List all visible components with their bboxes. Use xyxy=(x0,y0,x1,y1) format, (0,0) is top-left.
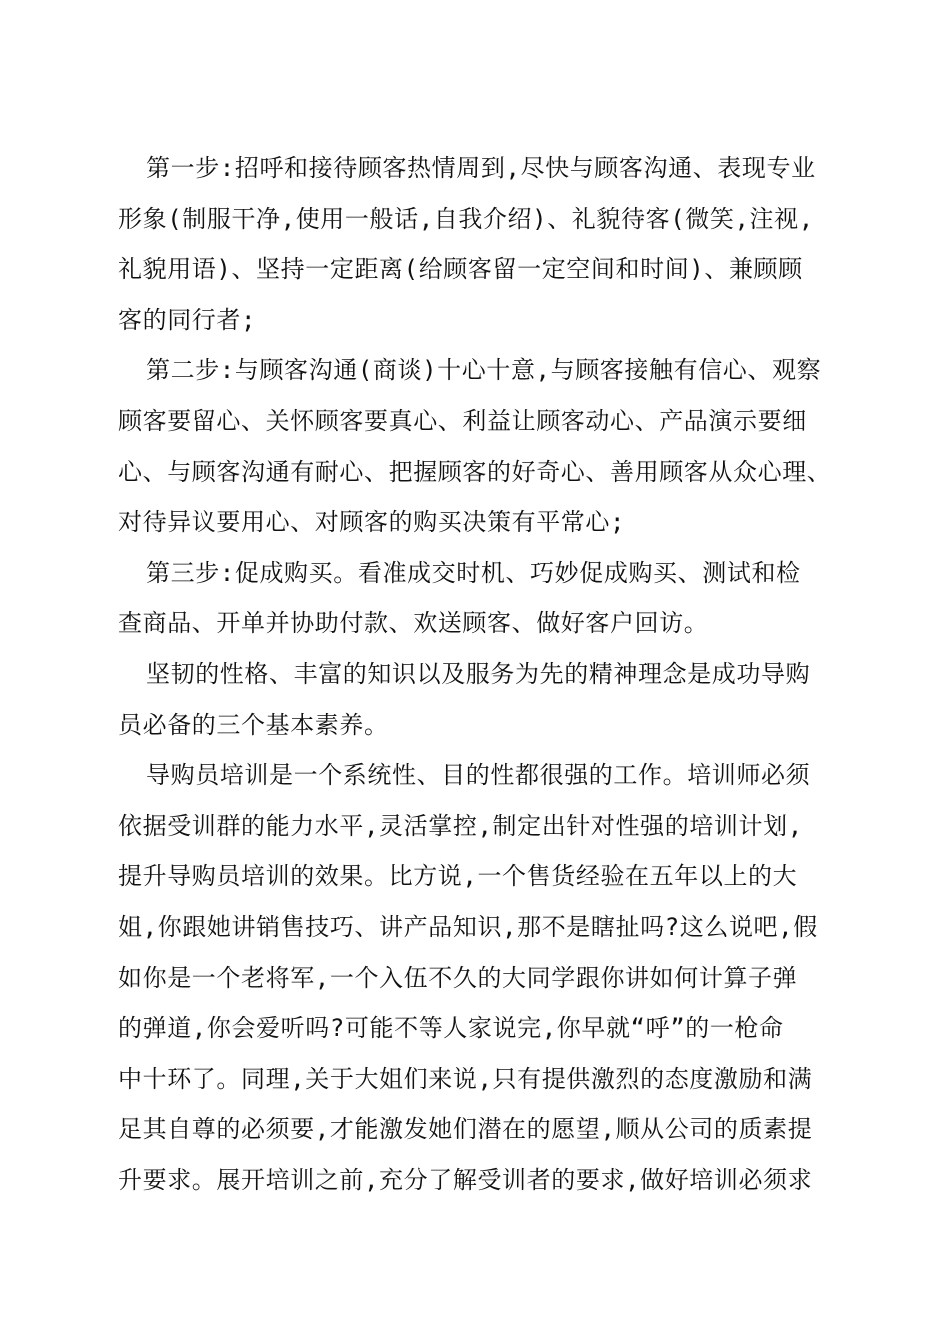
text-line: 心、与顾客沟通有耐心、把握顾客的好奇心、善用顾客从众心理、 xyxy=(118,457,832,486)
text-line: 的弹道,你会爱听吗?可能不等人家说完,你早就“呼”的一枪命 xyxy=(118,1014,784,1043)
text-line: 姐,你跟她讲销售技巧、讲产品知识,那不是瞎扯吗?这么说吧,假 xyxy=(118,912,818,941)
text-line: 第一步:招呼和接待顾客热情周到,尽快与顾客沟通、表现专业 xyxy=(146,154,816,182)
text-line: 坚韧的性格、丰富的知识以及服务为先的精神理念是成功导购 xyxy=(146,659,811,688)
text-line: 查商品、开单并协助付款、欢送顾客、做好客户回访。 xyxy=(118,609,709,638)
text-line: 依据受训群的能力水平,灵活掌控,制定出针对性强的培训计划, xyxy=(118,811,803,840)
text-line: 顾客要留心、关怀顾客要真心、利益让顾客动心、产品演示要细 xyxy=(118,406,807,435)
text-line: 中十环了。同理,关于大姐们来说,只有提供激烈的态度激励和满 xyxy=(118,1064,813,1093)
paragraph-training xyxy=(118,755,858,1210)
text-line: 如你是一个老将军,一个入伍不久的大同学跟你讲如何计算子弹 xyxy=(118,963,798,992)
text-line: 形象(制服干净,使用一般话,自我介绍)、礼貌待客(微笑,注视, xyxy=(118,204,814,233)
text-line: 礼貌用语)、坚持一定距离(给顾客留一定空间和时间)、兼顾顾 xyxy=(118,255,803,284)
text-line: 导购员培训是一个系统性、目的性都很强的工作。培训师必须 xyxy=(146,761,811,790)
text-line: 第二步:与顾客沟通(商谈)十心十意,与顾客接触有信心、观察 xyxy=(146,356,822,385)
text-line: 第三步:促成购买。看准成交时机、巧妙促成购买、测试和检 xyxy=(146,558,801,587)
paragraph-step-two xyxy=(118,350,858,552)
paragraph-qualities xyxy=(118,654,858,755)
paragraph-step-one xyxy=(118,148,858,350)
paragraph-step-three xyxy=(118,553,858,654)
text-line: 提升导购员培训的效果。比方说,一个售货经验在五年以上的大 xyxy=(118,862,798,891)
document-body xyxy=(118,148,858,1210)
text-line: 客的同行者; xyxy=(118,305,257,334)
text-line: 对待异议要用心、对顾客的购买决策有平常心; xyxy=(118,508,626,537)
text-line: 足其自尊的必须要,才能激发她们潜在的愿望,顺从公司的质素提 xyxy=(118,1115,813,1144)
text-line: 升要求。展开培训之前,充分了解受训者的要求,做好培训必须求 xyxy=(118,1165,813,1194)
text-line: 员必备的三个基本素养。 xyxy=(118,710,389,739)
